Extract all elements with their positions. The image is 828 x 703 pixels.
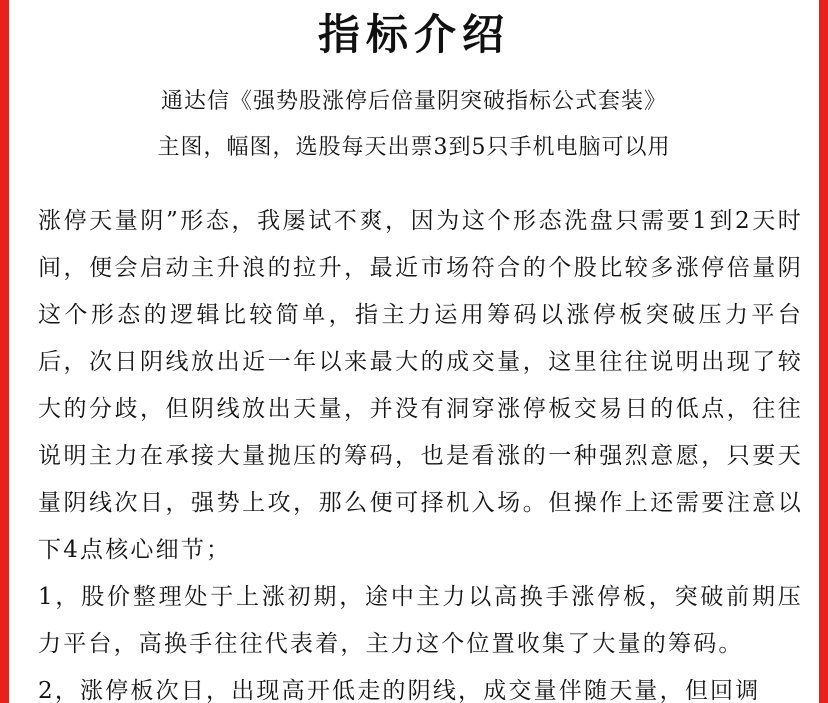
intro-paragraph: 涨停天量阴”形态，我屡试不爽，因为这个形态洗盘只需要1到2天时间，便会启动主升浪的拉升，最近市场符合的个股比较多涨停倍量阴这个形态的逻辑比较简单，指主力运用筹码以涨停板突破压力平台后，次日阴线放出近一年以来最大的成交量，这里往往说明出现了较大的分歧，但阴线放出天量，并没有洞穿涨停板交易日的低点，往往说明主力在承接大量抛压的筹码，也是看涨的一种强烈意愿，只要天量阴线次日，强势上攻，那么便可择机入场。但操作上还需要注意以下4点核心细节； [38, 208, 803, 563]
subtitle-features: 主图，幅图，选股每天出票3到5只手机电脑可以用 [157, 135, 671, 160]
body-text [38, 198, 803, 703]
document-page [9, 0, 819, 703]
point-2: 2，涨停板次日，出现高开低走的阴线，成交量伴随天量，但回调 [38, 678, 761, 703]
subtitle-product-name: 通达信《强势股涨停后倍量阴突破指标公式套装》 [160, 89, 667, 114]
point-1: 1，股价整理处于上涨初期，途中主力以高换手涨停板，突破前期压力平台，高换手往往代表着，主力这个位置收集了大量的筹码。 [38, 584, 803, 657]
page-title: 指标介绍 [317, 10, 510, 59]
